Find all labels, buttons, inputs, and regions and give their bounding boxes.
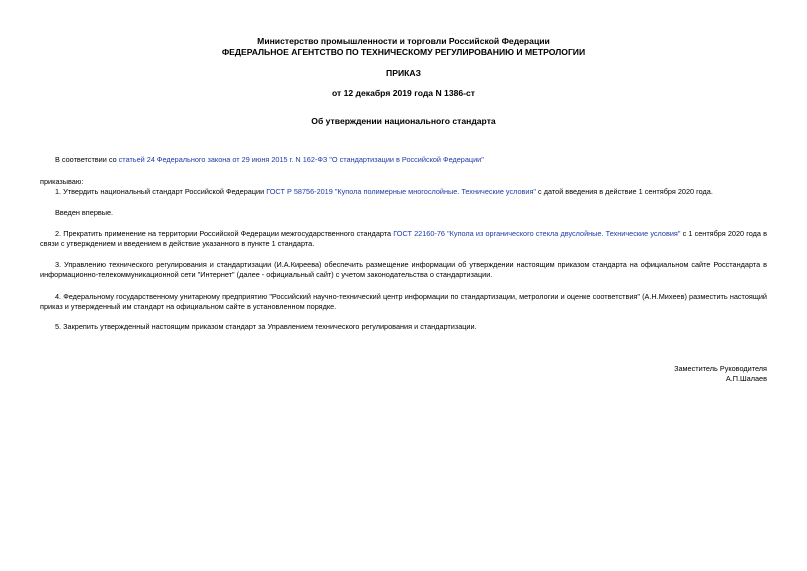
item-5: 5. Закрепить утвержденный настоящим приказом стандарт за Управлением технического регулирования и стандартизации. — [55, 322, 477, 331]
preamble — [55, 155, 767, 165]
item-2-suffix: с 1 сентября 2020 года в связи с утверждением и введением в действие указанного в пункте 1 стандарта. — [40, 229, 767, 248]
preamble-text: В соответствии со — [55, 155, 119, 164]
document-type: ПРИКАЗ — [386, 68, 421, 78]
item-1 — [55, 187, 767, 197]
order-word: приказываю: — [40, 177, 84, 186]
item-2 — [40, 229, 767, 249]
signatory-position: Заместитель Руководителя — [674, 364, 767, 373]
item-2-text: 2. Прекратить применение на территории Российской Федерации межгосударственного стандарта — [55, 229, 394, 238]
document-title: Об утверждении национального стандарта — [311, 116, 496, 126]
signatory-name: А.П.Шалаев — [725, 374, 767, 383]
item-1-text: 1. Утвердить национальный стандарт Российской Федерации — [55, 187, 267, 196]
gost-r-58756-link[interactable]: ГОСТ Р 58756-2019 "Купола полимерные многослойные. Технические условия" — [266, 187, 537, 196]
ministry-name: Министерство промышленности и торговли Российской Федерации — [257, 36, 550, 46]
item-1-suffix: с датой введения в действие 1 сентября 2020 года. — [536, 187, 713, 196]
agency-name: ФЕДЕРАЛЬНОЕ АГЕНТСТВО ПО ТЕХНИЧЕСКОМУ РЕГУЛИРОВАНИЮ И МЕТРОЛОГИИ — [221, 47, 586, 57]
document-date: от 12 декабря 2019 года N 1386-ст — [331, 88, 476, 98]
item-3: 3. Управлению технического регулирования и стандартизации (И.А.Киреева) обеспечить размещение информации об утверждении настоящим приказом стандарта на официальном сайте Росстандарта в информационно-телекоммуникационной сети "Интернет" (далее - официальный сайт) с учетом законодательства о стандартизации. — [40, 260, 767, 279]
item-4: 4. Федеральному государственному унитарному предприятию "Российский научно-технический центр информации по стандартизации, метрологии и оценке соответствия" (А.Н.Михеев) разместить настоящий приказ и утвержденный им стандарт на официальном сайте в установленном порядке. — [40, 292, 767, 311]
gost-22160-link[interactable]: ГОСТ 22160-76 "Купола из органического стекла двуслойные. Технические условия" — [393, 229, 681, 238]
law-article-link[interactable]: статьей 24 Федерального закона от 29 июня 2015 г. N 162-ФЗ "О стандартизации в Российской Федерации" — [118, 155, 484, 164]
intro-note: Введен впервые. — [55, 208, 114, 217]
